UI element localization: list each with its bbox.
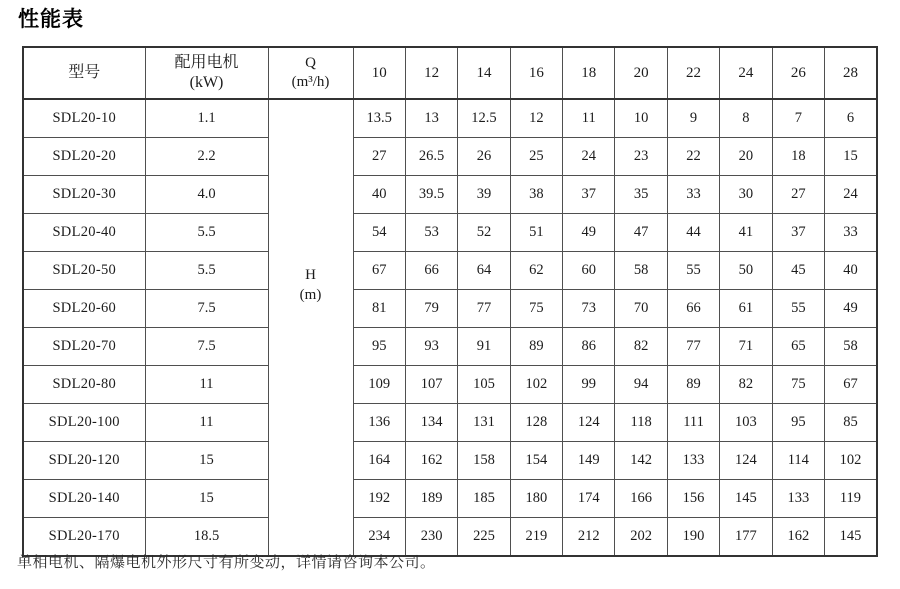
head-value-cell: 26 bbox=[458, 138, 510, 176]
head-value-cell: 24 bbox=[825, 176, 877, 214]
head-value-cell: 212 bbox=[563, 518, 615, 557]
head-value-cell: 177 bbox=[720, 518, 772, 557]
head-value-cell: 134 bbox=[405, 404, 457, 442]
head-value-cell: 89 bbox=[667, 366, 719, 404]
head-value-cell: 47 bbox=[615, 214, 667, 252]
head-value-cell: 156 bbox=[667, 480, 719, 518]
head-value-cell: 18 bbox=[772, 138, 824, 176]
head-value-cell: 38 bbox=[510, 176, 562, 214]
motor-power-cell: 2.2 bbox=[145, 138, 268, 176]
head-value-cell: 107 bbox=[405, 366, 457, 404]
head-value-cell: 66 bbox=[405, 252, 457, 290]
model-cell: SDL20-50 bbox=[23, 252, 145, 290]
head-value-cell: 13.5 bbox=[353, 99, 405, 138]
head-value-cell: 33 bbox=[667, 176, 719, 214]
head-value-cell: 41 bbox=[720, 214, 772, 252]
flow-value-header: 14 bbox=[458, 47, 510, 99]
head-value-cell: 95 bbox=[353, 328, 405, 366]
header-model: 型号 bbox=[23, 47, 145, 99]
table-row bbox=[23, 99, 877, 138]
head-value-cell: 25 bbox=[510, 138, 562, 176]
head-value-cell: 189 bbox=[405, 480, 457, 518]
motor-power-cell: 15 bbox=[145, 442, 268, 480]
head-value-cell: 23 bbox=[615, 138, 667, 176]
table-row bbox=[23, 366, 877, 404]
head-value-cell: 118 bbox=[615, 404, 667, 442]
head-value-cell: 145 bbox=[720, 480, 772, 518]
head-value-cell: 81 bbox=[353, 290, 405, 328]
head-value-cell: 12 bbox=[510, 99, 562, 138]
model-cell: SDL20-100 bbox=[23, 404, 145, 442]
table-row bbox=[23, 442, 877, 480]
head-value-cell: 85 bbox=[825, 404, 877, 442]
head-value-cell: 103 bbox=[720, 404, 772, 442]
motor-power-cell: 4.0 bbox=[145, 176, 268, 214]
head-value-cell: 158 bbox=[458, 442, 510, 480]
head-value-cell: 33 bbox=[825, 214, 877, 252]
head-value-cell: 133 bbox=[772, 480, 824, 518]
motor-power-cell: 18.5 bbox=[145, 518, 268, 557]
head-value-cell: 67 bbox=[353, 252, 405, 290]
head-value-cell: 22 bbox=[667, 138, 719, 176]
head-value-cell: 30 bbox=[720, 176, 772, 214]
head-value-cell: 44 bbox=[667, 214, 719, 252]
model-cell: SDL20-40 bbox=[23, 214, 145, 252]
head-value-cell: 75 bbox=[510, 290, 562, 328]
motor-power-cell: 11 bbox=[145, 366, 268, 404]
head-value-cell: 11 bbox=[563, 99, 615, 138]
head-value-cell: 142 bbox=[615, 442, 667, 480]
model-cell: SDL20-80 bbox=[23, 366, 145, 404]
head-value-cell: 77 bbox=[458, 290, 510, 328]
header-motor-power-line1: 配用电机 bbox=[174, 54, 239, 71]
flow-value-header: 28 bbox=[825, 47, 877, 99]
head-value-cell: 105 bbox=[458, 366, 510, 404]
head-value-cell: 20 bbox=[720, 138, 772, 176]
head-value-cell: 131 bbox=[458, 404, 510, 442]
head-value-cell: 65 bbox=[772, 328, 824, 366]
motor-power-cell: 5.5 bbox=[145, 252, 268, 290]
motor-power-cell: 1.1 bbox=[145, 99, 268, 138]
flow-value-header: 22 bbox=[667, 47, 719, 99]
header-flow bbox=[268, 47, 353, 99]
head-value-cell: 174 bbox=[563, 480, 615, 518]
head-value-cell: 102 bbox=[510, 366, 562, 404]
head-value-cell: 95 bbox=[772, 404, 824, 442]
head-value-cell: 154 bbox=[510, 442, 562, 480]
model-cell: SDL20-140 bbox=[23, 480, 145, 518]
head-value-cell: 71 bbox=[720, 328, 772, 366]
head-value-cell: 145 bbox=[825, 518, 877, 557]
motor-power-cell: 11 bbox=[145, 404, 268, 442]
head-value-cell: 39.5 bbox=[405, 176, 457, 214]
head-value-cell: 50 bbox=[720, 252, 772, 290]
flow-value-header: 16 bbox=[510, 47, 562, 99]
flow-value-header: 12 bbox=[405, 47, 457, 99]
table-row bbox=[23, 214, 877, 252]
head-value-cell: 37 bbox=[772, 214, 824, 252]
head-value-cell: 39 bbox=[458, 176, 510, 214]
head-unit-cell bbox=[268, 99, 353, 556]
head-value-cell: 185 bbox=[458, 480, 510, 518]
head-value-cell: 45 bbox=[772, 252, 824, 290]
head-value-cell: 49 bbox=[563, 214, 615, 252]
table-row bbox=[23, 328, 877, 366]
table-row bbox=[23, 252, 877, 290]
head-value-cell: 192 bbox=[353, 480, 405, 518]
flow-value-header: 26 bbox=[772, 47, 824, 99]
model-cell: SDL20-70 bbox=[23, 328, 145, 366]
head-value-cell: 62 bbox=[510, 252, 562, 290]
head-value-cell: 225 bbox=[458, 518, 510, 557]
head-value-cell: 94 bbox=[615, 366, 667, 404]
head-value-cell: 58 bbox=[615, 252, 667, 290]
head-value-cell: 40 bbox=[825, 252, 877, 290]
head-value-cell: 162 bbox=[405, 442, 457, 480]
head-value-cell: 49 bbox=[825, 290, 877, 328]
model-cell: SDL20-170 bbox=[23, 518, 145, 557]
head-value-cell: 219 bbox=[510, 518, 562, 557]
head-value-cell: 9 bbox=[667, 99, 719, 138]
head-value-cell: 82 bbox=[720, 366, 772, 404]
head-value-cell: 102 bbox=[825, 442, 877, 480]
head-value-cell: 166 bbox=[615, 480, 667, 518]
head-value-cell: 230 bbox=[405, 518, 457, 557]
head-value-cell: 8 bbox=[720, 99, 772, 138]
head-value-cell: 93 bbox=[405, 328, 457, 366]
motor-power-cell: 7.5 bbox=[145, 328, 268, 366]
table-row bbox=[23, 176, 877, 214]
model-cell: SDL20-60 bbox=[23, 290, 145, 328]
head-value-cell: 60 bbox=[563, 252, 615, 290]
head-value-cell: 67 bbox=[825, 366, 877, 404]
head-value-cell: 51 bbox=[510, 214, 562, 252]
table-row bbox=[23, 290, 877, 328]
head-value-cell: 55 bbox=[772, 290, 824, 328]
head-value-cell: 13 bbox=[405, 99, 457, 138]
model-cell: SDL20-30 bbox=[23, 176, 145, 214]
flow-value-header: 10 bbox=[353, 47, 405, 99]
head-unit-label: H (m) bbox=[299, 267, 322, 303]
head-value-cell: 35 bbox=[615, 176, 667, 214]
head-value-cell: 109 bbox=[353, 366, 405, 404]
head-value-cell: 53 bbox=[405, 214, 457, 252]
head-value-cell: 58 bbox=[825, 328, 877, 366]
head-value-cell: 52 bbox=[458, 214, 510, 252]
performance-table bbox=[22, 46, 878, 557]
footnote: 单相电机、隔爆电机外形尺寸有所变动，详情请咨询本公司。 bbox=[17, 553, 436, 571]
head-value-cell: 10 bbox=[615, 99, 667, 138]
header-motor-power bbox=[145, 47, 268, 99]
motor-power-cell: 5.5 bbox=[145, 214, 268, 252]
head-value-cell: 54 bbox=[353, 214, 405, 252]
head-value-cell: 79 bbox=[405, 290, 457, 328]
head-value-cell: 133 bbox=[667, 442, 719, 480]
head-value-cell: 27 bbox=[353, 138, 405, 176]
head-value-cell: 66 bbox=[667, 290, 719, 328]
head-value-cell: 136 bbox=[353, 404, 405, 442]
head-value-cell: 128 bbox=[510, 404, 562, 442]
head-value-cell: 75 bbox=[772, 366, 824, 404]
head-value-cell: 202 bbox=[615, 518, 667, 557]
table-row bbox=[23, 138, 877, 176]
head-value-cell: 99 bbox=[563, 366, 615, 404]
head-value-cell: 89 bbox=[510, 328, 562, 366]
head-value-cell: 164 bbox=[353, 442, 405, 480]
head-value-cell: 6 bbox=[825, 99, 877, 138]
page-title: 性能表 bbox=[18, 7, 84, 31]
flow-value-header: 18 bbox=[563, 47, 615, 99]
table-row bbox=[23, 480, 877, 518]
motor-power-cell: 15 bbox=[145, 480, 268, 518]
head-value-cell: 61 bbox=[720, 290, 772, 328]
header-flow-line1: Q bbox=[305, 55, 316, 72]
header-row bbox=[23, 47, 877, 99]
header-motor-power-line2: (kW) bbox=[189, 74, 224, 91]
head-value-cell: 37 bbox=[563, 176, 615, 214]
head-value-cell: 64 bbox=[458, 252, 510, 290]
head-value-cell: 162 bbox=[772, 518, 824, 557]
head-value-cell: 86 bbox=[563, 328, 615, 366]
head-value-cell: 124 bbox=[563, 404, 615, 442]
head-value-cell: 70 bbox=[615, 290, 667, 328]
head-value-cell: 114 bbox=[772, 442, 824, 480]
head-value-cell: 24 bbox=[563, 138, 615, 176]
head-value-cell: 77 bbox=[667, 328, 719, 366]
head-value-cell: 73 bbox=[563, 290, 615, 328]
head-value-cell: 180 bbox=[510, 480, 562, 518]
head-value-cell: 55 bbox=[667, 252, 719, 290]
head-value-cell: 124 bbox=[720, 442, 772, 480]
head-value-cell: 91 bbox=[458, 328, 510, 366]
header-flow-line2: (m³/h) bbox=[291, 74, 330, 90]
head-value-cell: 82 bbox=[615, 328, 667, 366]
head-value-cell: 190 bbox=[667, 518, 719, 557]
model-cell: SDL20-10 bbox=[23, 99, 145, 138]
model-cell: SDL20-120 bbox=[23, 442, 145, 480]
head-value-cell: 7 bbox=[772, 99, 824, 138]
head-value-cell: 27 bbox=[772, 176, 824, 214]
head-value-cell: 119 bbox=[825, 480, 877, 518]
head-value-cell: 234 bbox=[353, 518, 405, 557]
table-row bbox=[23, 404, 877, 442]
head-value-cell: 149 bbox=[563, 442, 615, 480]
head-value-cell: 15 bbox=[825, 138, 877, 176]
flow-value-header: 24 bbox=[720, 47, 772, 99]
motor-power-cell: 7.5 bbox=[145, 290, 268, 328]
flow-value-header: 20 bbox=[615, 47, 667, 99]
head-value-cell: 26.5 bbox=[405, 138, 457, 176]
head-value-cell: 40 bbox=[353, 176, 405, 214]
head-value-cell: 12.5 bbox=[458, 99, 510, 138]
model-cell: SDL20-20 bbox=[23, 138, 145, 176]
head-value-cell: 111 bbox=[667, 404, 719, 442]
